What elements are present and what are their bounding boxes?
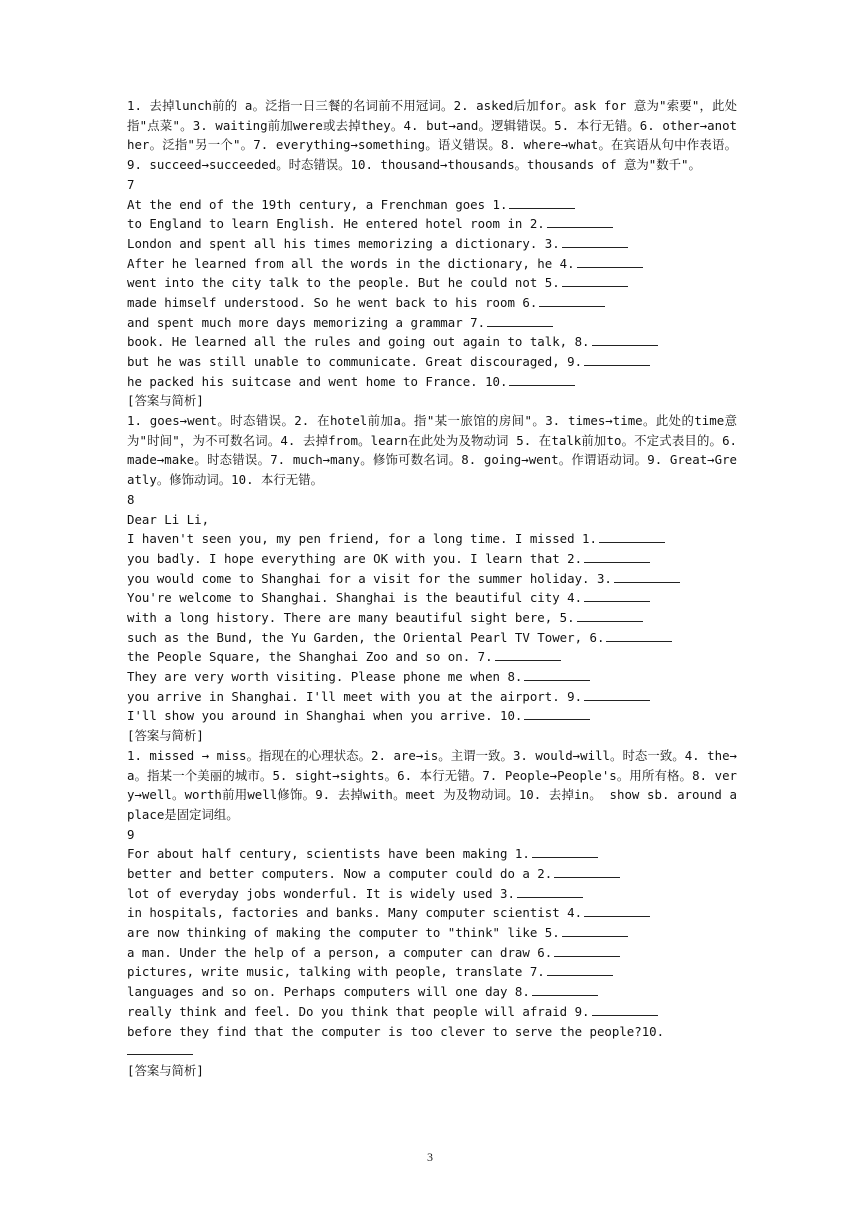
passage-line bbox=[127, 549, 737, 569]
passage-line bbox=[127, 273, 737, 293]
passage-line bbox=[127, 372, 737, 392]
passage-line bbox=[127, 943, 737, 963]
passage-line bbox=[127, 647, 737, 667]
passage-line-text: are now thinking of making the computer to "think" like 5. bbox=[127, 925, 560, 941]
passage-line bbox=[127, 962, 737, 982]
answer-blank[interactable] bbox=[584, 550, 650, 563]
section-number: 9 bbox=[127, 826, 135, 842]
passage-line bbox=[127, 687, 737, 707]
answer-blank[interactable] bbox=[577, 255, 643, 268]
passage-line bbox=[127, 234, 737, 254]
answer-blank[interactable] bbox=[599, 530, 665, 543]
section-number: 8 bbox=[127, 491, 135, 507]
passage-line-text: you arrive in Shanghai. I'll meet with you at the airport. 9. bbox=[127, 688, 583, 704]
passage-line-text: book. He learned all the rules and going out again to talk, 8. bbox=[127, 334, 590, 350]
answer-blank[interactable] bbox=[606, 629, 672, 642]
passage-line-text: before they find that the computer is too clever to serve the people?10. bbox=[127, 1023, 665, 1039]
passage-line-text: better and better computers. Now a computer could do a 2. bbox=[127, 866, 553, 881]
answer-blank[interactable] bbox=[584, 688, 650, 701]
answer-blank[interactable] bbox=[524, 707, 590, 720]
answer-label: [答案与简析] bbox=[127, 393, 204, 409]
passage-line bbox=[127, 510, 737, 530]
answer-blank[interactable] bbox=[584, 589, 650, 602]
passage-line-text: you would come to Shanghai for a visit for the summer holiday. 3. bbox=[127, 570, 612, 586]
passage-line-text: the People Square, the Shanghai Zoo and so on. 7. bbox=[127, 649, 493, 665]
answer-blank[interactable] bbox=[554, 865, 620, 878]
answer-blank[interactable] bbox=[554, 944, 620, 957]
answer-paragraph-6: 1. 去掉lunch前的 a。泛指一日三餐的名词前不用冠词。2. asked后加for。ask for 意为"索要"，此处指"点菜"。3. waiting前加were或去掉they。4. but→and。逻辑错误。5. 本行无错。6. other→another。泛指"另一个"。7. everything→something。语义错误。8. where→what。在宾语从句中作表语。9. succeed→succeeded。时态错误。10. thousand→thousands。thousands of 意为"数千"。 bbox=[127, 98, 737, 173]
answer-label: [答案与简析] bbox=[127, 1062, 204, 1078]
passage-line bbox=[127, 864, 737, 884]
section-number: 7 bbox=[127, 176, 135, 192]
page-number: 3 bbox=[427, 1150, 433, 1164]
exercise-sections bbox=[127, 175, 737, 1081]
passage-line bbox=[127, 588, 737, 608]
passage-line-text: lot of everyday jobs wonderful. It is widely used 3. bbox=[127, 885, 515, 901]
passage-line-text: languages and so on. Perhaps computers will one day 8. bbox=[127, 984, 530, 1000]
passage-line bbox=[127, 332, 737, 352]
passage-line bbox=[127, 1002, 737, 1022]
passage-line-text: and spent much more days memorizing a grammar 7. bbox=[127, 314, 486, 330]
passage-line bbox=[127, 884, 737, 904]
answer-blank[interactable] bbox=[532, 845, 598, 858]
passage-line bbox=[127, 608, 737, 628]
passage-line-text: to England to learn English. He entered hotel room in 2. bbox=[127, 216, 545, 232]
answer-blank[interactable] bbox=[592, 333, 658, 346]
passage-line-text: made himself understood. So he went back to his room 6. bbox=[127, 294, 538, 310]
answer-blank[interactable] bbox=[509, 196, 575, 209]
passage-line-text: You're welcome to Shanghai. Shanghai is the beautiful city 4. bbox=[127, 590, 583, 606]
passage-line-text: a man. Under the help of a person, a computer can draw 6. bbox=[127, 944, 553, 960]
passage-line bbox=[127, 667, 737, 687]
answer-blank[interactable] bbox=[509, 373, 575, 386]
passage-line-text: For about half century, scientists have been making 1. bbox=[127, 846, 530, 862]
answer-blank[interactable] bbox=[584, 904, 650, 917]
answer-blank[interactable] bbox=[592, 1003, 658, 1016]
passage-line-text: with a long history. There are many beautiful sight bere, 5. bbox=[127, 610, 575, 625]
passage-line bbox=[127, 254, 737, 274]
passage-line-text: in hospitals, factories and banks. Many computer scientist 4. bbox=[127, 905, 583, 921]
passage-line-text: he packed his suitcase and went home to France. 10. bbox=[127, 373, 508, 389]
passage-line bbox=[127, 706, 737, 726]
passage-line-text: They are very worth visiting. Please phone me when 8. bbox=[127, 669, 523, 685]
answer-blank[interactable] bbox=[539, 294, 605, 307]
answer-blank[interactable] bbox=[524, 668, 590, 681]
passage-line-text: but he was still unable to communicate. Great discouraged, 9. bbox=[127, 354, 583, 369]
document-page bbox=[127, 96, 737, 1081]
answer-blank[interactable] bbox=[614, 570, 680, 583]
passage-line bbox=[127, 195, 737, 215]
answer-blank[interactable] bbox=[547, 215, 613, 228]
passage-line-text: After he learned from all the words in the dictionary, he 4. bbox=[127, 255, 575, 271]
passage-line-text: At the end of the 19th century, a Frenchman goes 1. bbox=[127, 196, 508, 212]
answer-blank[interactable] bbox=[532, 983, 598, 996]
passage-line bbox=[127, 628, 737, 648]
passage-line-text: I'll show you around in Shanghai when you arrive. 10. bbox=[127, 708, 523, 724]
passage-line bbox=[127, 293, 737, 313]
passage-line bbox=[127, 903, 737, 923]
answer-blank[interactable] bbox=[584, 353, 650, 366]
passage-line bbox=[127, 214, 737, 234]
passage-line-text: Dear Li Li, bbox=[127, 511, 210, 527]
answer-blank[interactable] bbox=[127, 1042, 193, 1055]
passage-line bbox=[127, 313, 737, 333]
passage-line bbox=[127, 1041, 737, 1061]
passage-line-text: went into the city talk to the people. But he could not 5. bbox=[127, 275, 560, 291]
passage-line bbox=[127, 569, 737, 589]
answer-blank[interactable] bbox=[562, 235, 628, 248]
answer-label: [答案与简析] bbox=[127, 728, 204, 744]
passage-line bbox=[127, 529, 737, 549]
answer-blank[interactable] bbox=[547, 963, 613, 976]
answer-blank[interactable] bbox=[562, 924, 628, 937]
passage-line bbox=[127, 352, 737, 372]
passage-line-text: pictures, write music, talking with people, translate 7. bbox=[127, 964, 545, 980]
passage-line-text: I haven't seen you, my pen friend, for a long time. I missed 1. bbox=[127, 531, 597, 547]
passage-line-text: really think and feel. Do you think that people will afraid 9. bbox=[127, 1003, 590, 1019]
passage-line-text: such as the Bund, the Yu Garden, the Oriental Pearl TV Tower, 6. bbox=[127, 629, 605, 645]
answer-blank[interactable] bbox=[562, 274, 628, 287]
passage-line bbox=[127, 1022, 737, 1042]
passage-line bbox=[127, 923, 737, 943]
answer-blank[interactable] bbox=[495, 648, 561, 661]
answer-paragraph: 1. goes→went。时态错误。2. 在hotel前加a。指"某一旅馆的房间"。3. times→time。此处的time意为"时间"，为不可数名词。4. 去掉from。learn在此处为及物动词 5. 在talk前加to。不定式表目的。6. made→make。时态错误。7. much→many。修饰可数名词。8. going→went。作谓语动词。9. Great→Greatly。修饰动词。10. 本行无错。 bbox=[127, 413, 737, 488]
answer-paragraph: 1. missed → miss。指现在的心理状态。2. are→is。主谓一致。3. would→will。时态一致。4. the→a。指某一个美丽的城市。5. sight→sights。6. 本行无错。7. People→People's。用所有格。8. very→well。worth前用well修饰。9. 去掉with。meet 为及物动词。10. 去掉in。 show sb. around a place是固定词组。 bbox=[127, 747, 737, 822]
passage-line-text: you badly. I hope everything are OK with you. I learn that 2. bbox=[127, 550, 583, 566]
answer-blank[interactable] bbox=[517, 885, 583, 898]
answer-blank[interactable] bbox=[487, 314, 553, 327]
answer-blank[interactable] bbox=[577, 609, 643, 622]
passage-line bbox=[127, 844, 737, 864]
passage-line bbox=[127, 982, 737, 1002]
passage-line-text: London and spent all his times memorizing a dictionary. 3. bbox=[127, 235, 560, 251]
